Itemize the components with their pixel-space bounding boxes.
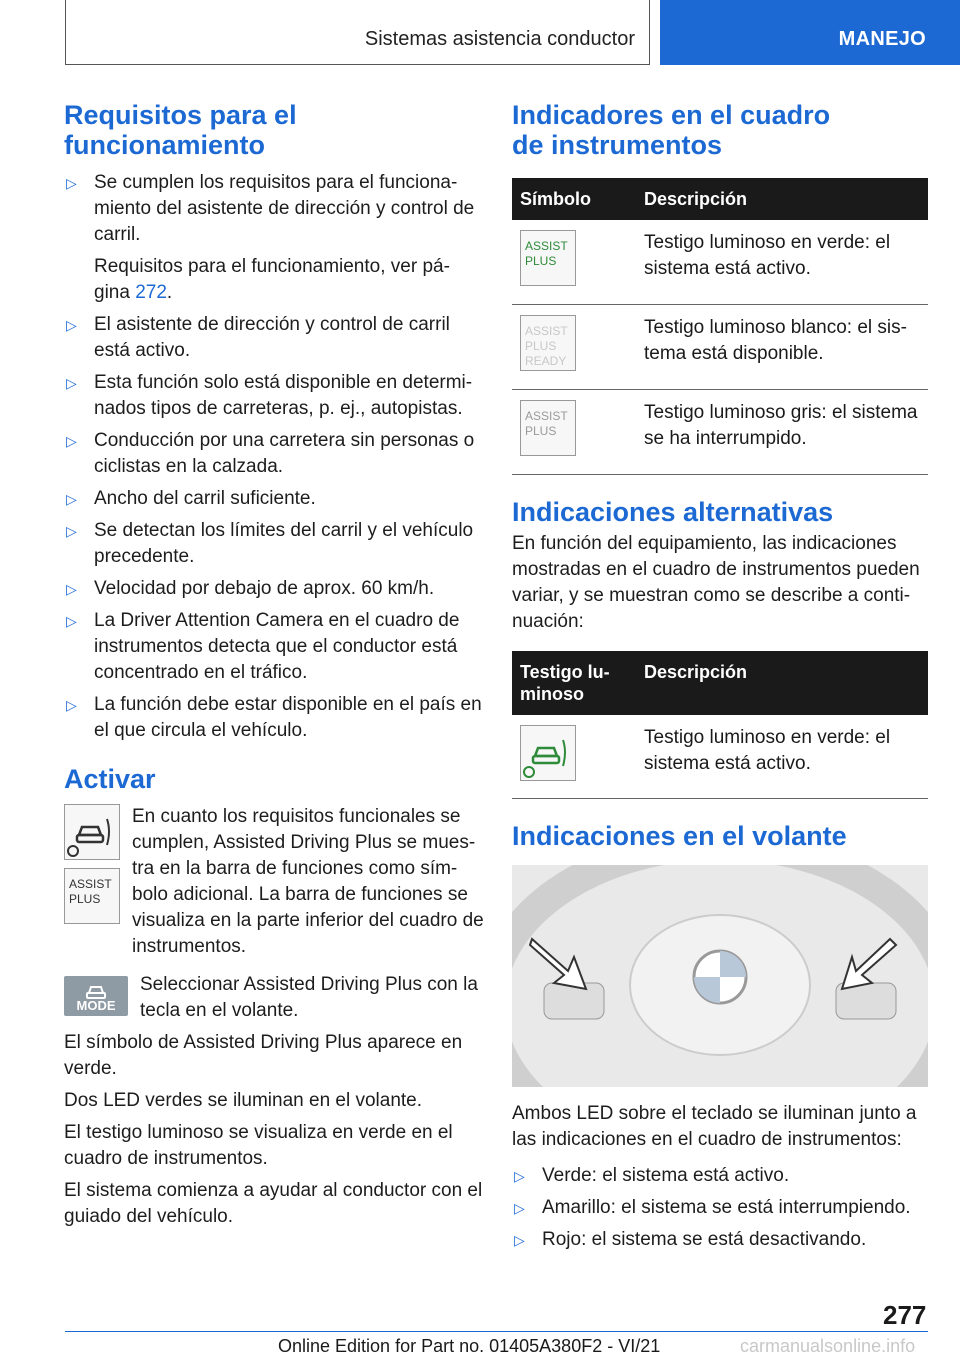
steering-text: Ambos LED sobre el teclado se iluminan junto a las indicaciones en el cuadro de instrumentos: xyxy=(512,1103,917,1150)
triangle-bullet-icon: ▷ xyxy=(66,317,77,333)
mode-text: Seleccionar Assisted Driving Plus con la tecla en el volante. xyxy=(140,974,478,1021)
alternatives-table xyxy=(512,651,928,799)
assist-plus-ready-icon: ASSIST PLUS READY xyxy=(520,315,576,371)
list-item xyxy=(64,170,484,306)
triangle-bullet-icon: ▷ xyxy=(66,613,77,629)
lane-assist-car-icon xyxy=(64,804,120,860)
activar-block xyxy=(64,804,484,960)
paragraph: El símbolo de Assisted Driving Plus aparece en verde. xyxy=(64,1032,463,1079)
footer-edition: Online Edition for Part no. 01405A380F2 - VI/21 xyxy=(278,1336,661,1356)
paragraph: El sistema comienza a ayudar al conductor con el guiado del vehículo. xyxy=(64,1180,483,1227)
page-reference: Requisitos para el funcionamiento, ver pá- gina 272. xyxy=(94,256,450,303)
table-row xyxy=(512,390,928,475)
triangle-bullet-icon: ▷ xyxy=(66,175,77,191)
mode-row xyxy=(64,972,484,1024)
list-item: ▷ Amarillo: el sistema se está interrumpiendo. xyxy=(512,1195,928,1221)
list-item: ▷ La Driver Attention Camera en el cuadro de instrumentos detecta que el conductor está concentrado en el tráfico. xyxy=(66,610,460,683)
header-chapter-tab[interactable] xyxy=(660,0,960,65)
list-item: ▷ Esta función solo está disponible en determi- nados tipos de carreteras, p. ej., autopistas. xyxy=(66,372,473,419)
triangle-bullet-icon: ▷ xyxy=(66,433,77,449)
triangle-bullet-icon: ▷ xyxy=(66,375,77,391)
table-header-row xyxy=(512,651,928,715)
header-section-box xyxy=(65,0,650,65)
assist-plus-icon: ASSIST PLUS xyxy=(64,868,120,924)
indicators-heading: Indicadores en el cuadro de instrumentos xyxy=(512,100,831,160)
table-cell: Testigo luminoso gris: el sistema se ha interrumpido. xyxy=(636,390,928,475)
right-column xyxy=(512,100,928,1259)
list-item: ▷ La función debe estar disponible en el país en el que circula el vehículo. xyxy=(66,694,482,741)
list-item: ▷ Verde: el sistema está activo. xyxy=(512,1163,928,1189)
table-header-cell: Descripción xyxy=(636,651,928,715)
triangle-bullet-icon: ▷ xyxy=(66,491,77,507)
header-chapter-label: MANEJO xyxy=(838,28,926,50)
header-section-title: Sistemas asistencia conductor xyxy=(364,28,635,50)
paragraph: El testigo luminoso se visualiza en verde en el cuadro de instrumentos. xyxy=(64,1122,453,1169)
steering-wheel-image xyxy=(512,865,928,1087)
activar-text: En cuanto los requisitos funcionales se cumplen, Assisted Driving Plus se mues- tra en la barra de funciones como sím- bolo adicional. La barra de funciones se visualiza en la parte inferior del cuadro de instrumentos. xyxy=(132,806,484,957)
left-column xyxy=(64,100,484,1230)
table-row xyxy=(512,220,928,305)
table-header-cell: Testigo lu- minoso xyxy=(512,651,636,715)
activar-icons xyxy=(64,804,130,960)
triangle-bullet-icon: ▷ xyxy=(514,1168,525,1184)
triangle-bullet-icon: ▷ xyxy=(66,523,77,539)
triangle-bullet-icon: ▷ xyxy=(66,697,77,713)
list-item: ▷ Rojo: el sistema se está desactivando. xyxy=(512,1227,928,1253)
assist-plus-green-icon: ASSIST PLUS xyxy=(520,230,576,286)
table-header-row xyxy=(512,178,928,220)
requirements-heading: Requisitos para el funcionamiento xyxy=(64,100,297,160)
mode-button-icon: MODE xyxy=(64,976,128,1016)
triangle-bullet-icon: ▷ xyxy=(66,581,77,597)
page-link[interactable]: 272 xyxy=(135,282,167,303)
indicators-table xyxy=(512,178,928,475)
activar-heading: Activar xyxy=(64,764,156,794)
led-list xyxy=(512,1163,928,1253)
table-cell: Testigo luminoso en verde: el sistema está activo. xyxy=(636,220,928,305)
assist-plus-gray-icon: ASSIST PLUS xyxy=(520,400,576,456)
table-cell: Testigo luminoso en verde: el sistema está activo. xyxy=(636,715,928,799)
table-header-cell: Símbolo xyxy=(512,178,636,220)
table-row xyxy=(512,715,928,799)
alternatives-text: En función del equipamiento, las indicaciones mostradas en el cuadro de instrumentos pueden variar, y se muestran como se describe a conti- nuación: xyxy=(512,533,920,632)
footer-watermark: carmanualsonline.info xyxy=(740,1336,916,1356)
alternatives-heading: Indicaciones alternativas xyxy=(512,497,834,527)
footer-divider xyxy=(65,1331,928,1332)
list-item: ▷ El asistente de dirección y control de carril está activo. xyxy=(66,314,450,361)
steering-heading: Indicaciones en el volante xyxy=(512,821,847,851)
list-item: ▷ Velocidad por debajo de aprox. 60 km/h. xyxy=(64,576,484,602)
list-item: ▷ Se detectan los límites del carril y el vehículo precedente. xyxy=(66,520,474,567)
table-row xyxy=(512,305,928,390)
list-item: ▷ Ancho del carril suficiente. xyxy=(64,486,484,512)
list-item: ▷ Conducción por una carretera sin personas o ciclistas en la calzada. xyxy=(66,430,475,477)
table-header-cell: Descripción xyxy=(636,178,928,220)
page-number: 277 xyxy=(883,1300,927,1330)
table-cell: Testigo luminoso blanco: el sis- tema está disponible. xyxy=(636,305,928,390)
triangle-bullet-icon: ▷ xyxy=(514,1232,525,1248)
paragraph: Dos LED verdes se iluminan en el volante. xyxy=(64,1090,423,1111)
triangle-bullet-icon: ▷ xyxy=(514,1200,525,1216)
requirements-list xyxy=(64,170,484,744)
list-item-text: Se cumplen los requisitos para el funciona- miento del asistente de dirección y control de carril. xyxy=(94,172,475,245)
lane-assist-green-icon xyxy=(520,725,576,781)
